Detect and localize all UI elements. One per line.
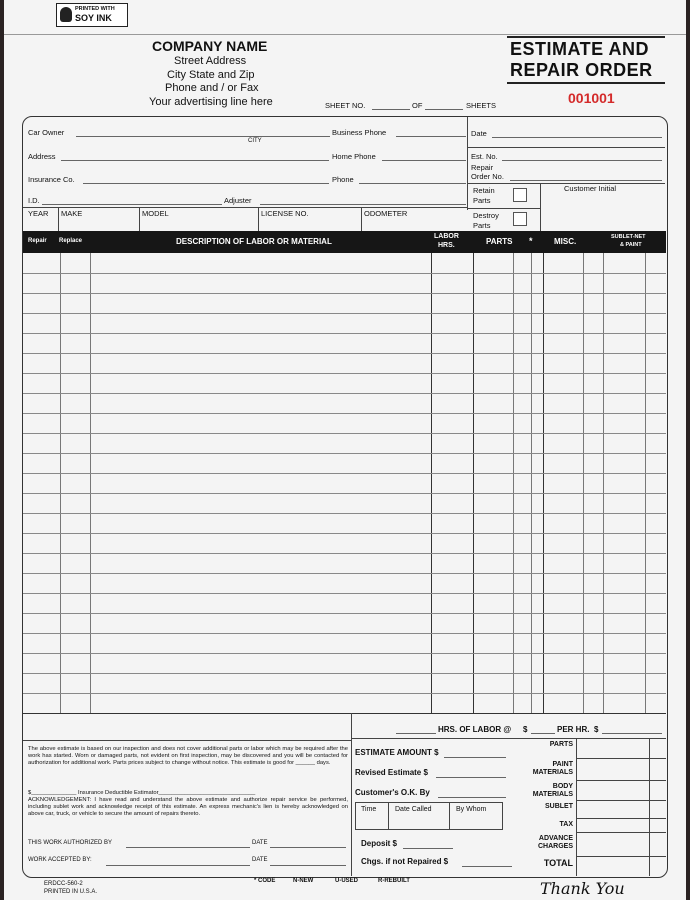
accepted-by-field[interactable] [106, 865, 250, 866]
total-row-line [576, 818, 666, 819]
table-column-line [90, 253, 91, 713]
car-owner-label: Car Owner [28, 128, 65, 137]
soy-ink-icon [60, 7, 72, 22]
table-row[interactable] [23, 293, 666, 294]
per-hr-label: PER HR. [557, 725, 590, 734]
table-row[interactable] [23, 413, 666, 414]
total-label-5: ADVANCE CHARGES [537, 835, 573, 850]
title-rule-bottom [507, 82, 665, 84]
company-line-1: Street Address [174, 55, 247, 67]
table-column-line [513, 253, 514, 713]
date-label: Date [471, 129, 487, 138]
table-row[interactable] [23, 613, 666, 614]
total-row-line [576, 800, 666, 801]
info-right-divider [467, 117, 468, 210]
year-label: YEAR [28, 209, 49, 218]
col-repair-header: Repair [28, 238, 47, 244]
acknowledgement-text: ACKNOWLEDGEMENT: I have read and understand the above estimate and authorize repair service be performed, including sublet work and acknowledge receipt of this estimate. An express mechanic's lien is hereby acknowledged on above car, truck, or vehicle to secure the amount of repairs thereto. [28, 797, 348, 817]
insurance-deductible-line: $______________ Insurance Deductible Estimator______________________________ [28, 790, 256, 796]
form-code: ERDCC-560-2 [44, 881, 83, 887]
total-row-line [576, 832, 666, 833]
make-label: MAKE [61, 209, 83, 218]
revised-estimate-field[interactable] [436, 777, 506, 778]
form-title-line2: REPAIR ORDER [510, 60, 653, 80]
vehicle-div-2 [139, 207, 140, 231]
soy-logo-line2: SOY INK [75, 13, 112, 23]
legend-rebuilt: R-REBUILT [378, 878, 410, 884]
table-row[interactable] [23, 553, 666, 554]
form-title-line1: ESTIMATE AND [510, 39, 649, 59]
model-label: MODEL [142, 209, 169, 218]
terms-top-rule [23, 740, 351, 741]
odometer-label: ODOMETER [364, 209, 408, 218]
business-phone-field[interactable] [396, 136, 466, 137]
table-row[interactable] [23, 433, 666, 434]
table-column-line [603, 253, 604, 713]
total-label-4: TAX [559, 821, 573, 828]
sheet-of-field[interactable] [425, 109, 463, 110]
date-field[interactable] [492, 137, 662, 138]
city-label: CITY [248, 138, 262, 144]
total-row-line [576, 856, 666, 857]
home-phone-label: Home Phone [332, 152, 376, 161]
form-number: 001001 [568, 90, 615, 106]
table-row[interactable] [23, 653, 666, 654]
phone-field[interactable] [359, 183, 466, 184]
soy-logo-line1: PRINTED WITH [75, 6, 115, 12]
destroy-divider [467, 208, 540, 209]
labor-total-dollar: $ [594, 725, 599, 734]
table-column-line [645, 253, 646, 713]
total-label-0: PARTS [549, 741, 573, 748]
address-field[interactable] [61, 160, 329, 161]
business-phone-label: Business Phone [332, 128, 387, 137]
license-label: LICENSE NO. [261, 209, 309, 218]
table-row[interactable] [23, 353, 666, 354]
labor-rate-dollar: $ [523, 725, 528, 734]
order-no-field[interactable] [510, 180, 662, 181]
customer-initial-label: Customer Initial [564, 184, 617, 193]
adjuster-label: Adjuster [224, 196, 252, 205]
accepted-date-label: DATE [252, 857, 268, 863]
table-row[interactable] [23, 533, 666, 534]
totals-column [509, 738, 666, 876]
company-name: COMPANY NAME [152, 38, 268, 54]
thank-you-text: Thank You [540, 879, 625, 898]
total-row-line [576, 758, 666, 759]
estimate-amount-field[interactable] [444, 757, 506, 758]
total-row-line [576, 780, 666, 781]
labor-rate-field[interactable] [531, 733, 555, 734]
accepted-by-label: WORK ACCEPTED BY: [28, 857, 92, 863]
total-label-2: BODY MATERIALS [532, 783, 573, 798]
estimate-amount-label: ESTIMATE AMOUNT $ [355, 748, 439, 757]
chgs-not-repaired-label: Chgs. if not Repaired $ [361, 857, 449, 866]
col-sublet-header-2: & PAINT [620, 242, 642, 248]
table-row[interactable] [23, 673, 666, 674]
legend-new: N-NEW [293, 878, 314, 884]
vehicle-div-4 [361, 207, 362, 231]
sheet-no-field[interactable] [372, 109, 410, 110]
retain-parts-checkbox[interactable] [513, 188, 527, 202]
table-column-line [60, 253, 61, 713]
company-line-4: Your advertising line here [149, 96, 273, 108]
repair-order-label-2: Order No. [471, 172, 504, 181]
destroy-parts-label: Parts [473, 221, 491, 230]
est-no-label: Est. No. [471, 152, 498, 161]
printed-in-usa: PRINTED IN U.S.A. [44, 889, 98, 895]
line-items-table [23, 253, 666, 713]
authorized-by-label: THIS WORK AUTHORIZED BY [28, 840, 113, 846]
col-description-header: DESCRIPTION OF LABOR OR MATERIAL [176, 237, 332, 246]
adjuster-field[interactable] [260, 204, 466, 205]
table-column-line [431, 253, 432, 713]
table-row[interactable] [23, 453, 666, 454]
destroy-label: Destroy [473, 211, 499, 220]
phone-label: Phone [332, 175, 354, 184]
retain-label: Retain [473, 186, 495, 195]
est-divider [467, 147, 665, 148]
vehicle-div-3 [258, 207, 259, 231]
total-label-6: TOTAL [543, 858, 573, 868]
table-row[interactable] [23, 373, 666, 374]
legend-used: U-USED [335, 878, 359, 884]
total-label-3: SUBLET [545, 803, 573, 810]
company-line-3: Phone and / or Fax [165, 82, 259, 94]
chgs-not-repaired-field[interactable] [462, 866, 512, 867]
destroy-parts-checkbox[interactable] [513, 212, 527, 226]
table-row[interactable] [23, 493, 666, 494]
table-column-line [531, 253, 532, 713]
sheet-no-label: SHEET NO. [325, 101, 366, 110]
home-phone-field[interactable] [382, 160, 466, 161]
col-labor-header-2: HRS. [438, 242, 455, 249]
total-label-1: PAINT MATERIALS [532, 761, 573, 776]
hrs-of-labor-field[interactable] [396, 733, 436, 734]
terms-paragraph: The above estimate is based on our inspection and does not cover additional parts or labor which may be required after the work has started. Worn or damaged parts, not evident on first inspection, may be discovered and you will be contacted for authorization for additional work. Parts prices subject to change without notice. This estimate is good for ______ days. [28, 746, 348, 766]
company-line-2: City State and Zip [167, 69, 255, 81]
sheet-of-label: OF [412, 101, 423, 110]
table-column-line [473, 253, 474, 713]
repair-order-label-1: Repair [471, 163, 494, 172]
table-row[interactable] [23, 513, 666, 514]
table-row[interactable] [23, 593, 666, 594]
table-row[interactable] [23, 333, 666, 334]
customer-ok-label: Customer's O.K. By [355, 788, 430, 797]
deposit-label: Deposit $ [361, 839, 398, 848]
retain-parts-label: Parts [473, 196, 491, 205]
table-row[interactable] [23, 573, 666, 574]
call-log-div-1 [388, 802, 389, 829]
time-label: Time [361, 806, 377, 813]
table-row[interactable] [23, 313, 666, 314]
table-row[interactable] [23, 273, 666, 274]
col-replace-header: Replace [59, 238, 83, 244]
vehicle-row-top [23, 207, 467, 208]
authorized-by-field[interactable] [126, 847, 250, 848]
vehicle-div-1 [58, 207, 59, 231]
table-row[interactable] [23, 473, 666, 474]
title-rule-top [507, 36, 665, 38]
insurance-co-field[interactable] [83, 183, 329, 184]
table-column-line [583, 253, 584, 713]
table-bottom-rule [23, 713, 666, 714]
authorized-date-label: DATE [252, 840, 268, 846]
legend-code: * CODE [254, 878, 276, 884]
col-misc-header: MISC. [554, 237, 577, 246]
hrs-of-labor-label: HRS. OF LABOR @ [438, 725, 512, 734]
table-row[interactable] [23, 393, 666, 394]
soy-ink-logo [56, 3, 128, 27]
top-divider [4, 34, 686, 35]
by-whom-label: By Whom [456, 806, 487, 813]
table-row[interactable] [23, 633, 666, 634]
col-code-header: * [529, 236, 533, 246]
insurance-co-label: Insurance Co. [28, 175, 75, 184]
customer-ok-field[interactable] [438, 797, 506, 798]
accepted-date-field[interactable] [270, 865, 346, 866]
col-parts-header: PARTS [486, 237, 513, 246]
col-labor-header-1: LABOR [434, 233, 459, 240]
car-owner-field[interactable] [76, 136, 330, 137]
initial-divider [540, 183, 541, 235]
labor-total-field[interactable] [602, 733, 662, 734]
table-row[interactable] [23, 693, 666, 694]
id-label: I.D. [28, 196, 40, 205]
col-sublet-header-1: SUBLET-NET [611, 234, 646, 240]
sheets-label: SHEETS [466, 101, 497, 110]
deposit-field[interactable] [403, 848, 453, 849]
repair-order-form [4, 0, 686, 900]
revised-estimate-label: Revised Estimate $ [355, 768, 428, 777]
address-label: Address [28, 152, 56, 161]
call-log-div-2 [449, 802, 450, 829]
est-no-field[interactable] [502, 160, 662, 161]
table-column-line [543, 253, 544, 713]
id-field[interactable] [42, 204, 222, 205]
date-called-label: Date Called [395, 806, 432, 813]
authorized-date-field[interactable] [270, 847, 346, 848]
